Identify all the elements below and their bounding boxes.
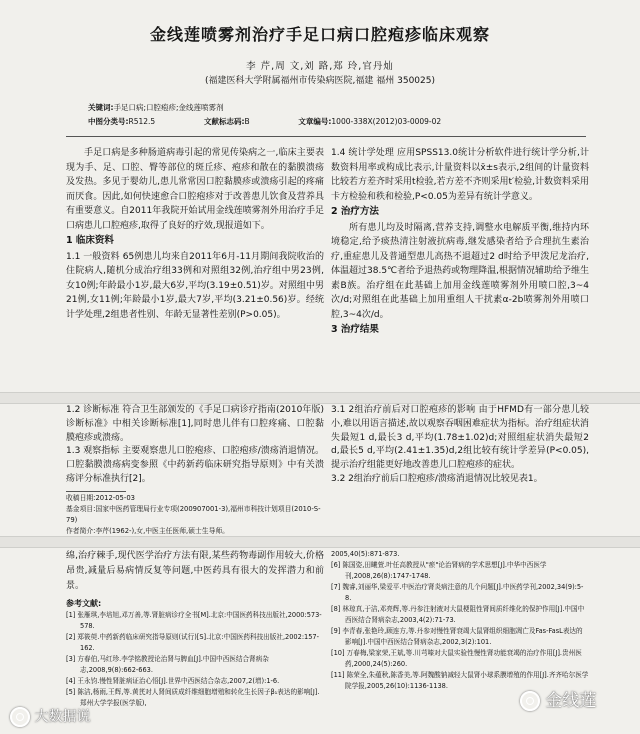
reference-item: [2] 郑筱萸.中药新药临床研究指导原则(试行)[S].北京:中国医药科技出版社,2002:157-162. — [66, 633, 320, 652]
received-date: 收稿日期:2012-05-03 — [66, 494, 135, 502]
page-tear-2 — [0, 536, 640, 548]
article-title: 金线莲喷雾剂治疗手足口病口腔疱疹临床观察 — [149, 25, 490, 44]
classification-line — [88, 116, 588, 128]
reference-item: 2005,40(5):871-873. — [331, 550, 400, 558]
author-info: 作者简介:李芹(1962-),女,中医主任医师,硕士生导师。 — [66, 527, 229, 535]
article-number-label: 文章编号: — [298, 117, 332, 126]
reference-item: [1] 张雁琪,李培旭,邓万善,等.肾脏病诊疗全书[M].北京:中国医药科技出版社,2000:573-578. — [66, 611, 322, 630]
keywords-line — [88, 102, 588, 114]
clc-label: 中图分类号: — [88, 117, 129, 126]
section-heading-2: 2 治疗方法 — [331, 206, 379, 217]
watermark-logo-icon — [520, 691, 540, 711]
reference-item: [8] 林琼真,于洁,邓亮辉,等.丹参注射液对大鼠梗阻性肾间质纤维化的保护作用[J].中国中西医结合肾病杂志,2003,4(2):71-73. — [331, 605, 585, 624]
watermark-left-text: 大数据说 — [34, 709, 91, 725]
header-rule — [66, 136, 586, 137]
section-heading-3: 3 治疗结果 — [331, 324, 379, 335]
reference-item: [9] 李青春,张艳玲,顾连方,等.丹参对慢性肾衰竭大鼠肾组织细胞凋亡及Fas-FasL表达的影响[J].中国中西医结合肾病杂志,2002,3(2):101. — [331, 627, 583, 646]
keywords-value: 手足口病;口腔疱疹;金线莲喷雾剂 — [113, 103, 224, 112]
right-column-top — [331, 146, 589, 339]
paragraph-2: 所有患儿均及时隔离,营养支持,调整水电解质平衡,维持内环境稳定,给予痰热清注射液抗病毒,继发感染者给予合理抗生素治疗,重症患儿及普通型患儿高热不退超过2 d时给予甲泼尼龙治疗,体温超过38.5℃者给予退热药或物理降温,根据情况辅助给予维生素B族。治疗组在此基础上加用金线莲喷雾剂外用喷口腔,3~4次/d;对照组在此基础上加用重组人干扰素α-2b喷雾剂外用喷口腔,3~4次/d。 — [331, 222, 590, 320]
author-list: 李 芹,周 文,刘 路,郑 玲,官丹灿 — [246, 61, 394, 72]
left-column-top — [66, 146, 324, 322]
watermark-logo-icon — [10, 707, 30, 727]
watermark-right-text: 金线莲 — [545, 691, 597, 711]
clc-value: R512.5 — [128, 117, 156, 126]
affiliation: (福建医科大学附属福州市传染病医院,福建 福州 350025) — [205, 76, 435, 86]
right-column-middle — [331, 404, 589, 487]
footnote — [66, 493, 321, 537]
reference-item: [11] 陈荣全,朱蕴秋,陈香美,等.阿魏酸钠减轻大鼠肾小球系膜增殖的作用[J].齐齐哈尔医学院学报,2005,26(10):1136-1138. — [331, 671, 589, 690]
paragraph-3-1: 3.1 2组治疗前后对口腔疱疹的影响 由于HFMD有一部分患儿较小,难以用语言描述,故以观察吞咽困难症状为指标。治疗组症状消失最短1 d,最长3 d,平均(1.78±1.02)d;对照组症状消失最短2 d,最长5 d,平均(2.41±1.35)d,2组比较有统计学差异(P<0.05),提示治疗组能更好地改善患儿口腔疱疹的症状。 — [331, 405, 589, 471]
intro-paragraph: 手足口病是多种肠道病毒引起的常见传染病之一,临床主要表现为手、足、口腔、臀等部位的斑丘疹、疱疹和散在的黏膜溃疡及发热。多见于婴幼儿,患儿常常因口腔黏膜疹或溃疡引起的疼痛而厌食。因此,如何快速愈合口腔疱疹对于改善患儿饮食及营养具有重要意义。自2011年我院开始试用金线莲喷雾剂外用治疗手足口病患儿口腔疱疹,取得了良好的疗效,现报道如下。 — [66, 148, 324, 231]
reference-item: [3] 方春伯,马红珍.李学铭教授论治肾与脾血[J].中国中西医结合肾病杂志,2008,9(8):662-663. — [66, 655, 269, 674]
reference-item: [6] 陈国姿,田曦萱.叶任高教授从"瘀"论治肾病的学术思想[J].中华中西医学刊,2008,26(8):1747-1748. — [331, 561, 547, 580]
paragraph-1-1: 1.1 一般资料 65例患儿均来自2011年6月-11月期间我院收治的住院病人,随机分成治疗组33例和对照组32例,治疗组中男23例,女10例;年龄最小1岁,最大6岁,平均(3.19±0.51)岁。对照组中男21例,女11例;年龄最小1岁,最大7岁,平均(3.21±0.56)岁。经统计学处理,2组患者性别、年龄无显著性差别(P>0.05)。 — [66, 251, 324, 320]
references-heading: 参考文献: — [66, 599, 102, 608]
page-tear-1 — [0, 392, 640, 404]
left-column-middle — [66, 404, 324, 487]
reference-item: [7] 魏睿,刘丽华,梁爱平.中医治疗肾炎病注意的几个问题[J].中医药学刊,2002,34(9):5-8. — [331, 583, 584, 602]
reference-item: [10] 万春梅,梁家荣,王斌,等.川芎嗪对大鼠实验性慢性肾功能衰竭的治疗作用[J].贵州医药,2000,24(5):260. — [331, 649, 582, 668]
section-heading-1: 1 临床资料 — [66, 235, 114, 246]
paragraph-1-4: 1.4 统计学处理 应用SPSS13.0统计分析软件进行统计学分析,计数资料用率或构成比表示,计量资料以x̄±s表示,2组间的计量资料比较若方差齐时采用t检验,若方差不齐则采用t′检验,计数资料采用卡方检验和秩和检验,P<0.05为差异有统计学意义。 — [331, 148, 589, 202]
footnote-rule — [66, 491, 126, 492]
reference-item: [5] 陈洁,杨雨,王辉,等.黄芪对人肾间质成纤维细胞增殖和转化生长因子β₁表达的影响[J].郑州大学学报(医学版), — [66, 688, 320, 707]
article-number-value: 1000-338X(2012)03-0009-02 — [331, 117, 442, 126]
reference-list-left — [66, 610, 324, 709]
keywords-label: 关键词: — [88, 103, 114, 112]
fund-info: 基金项目:国家中医药管理局行业专项(200907001-3),福州市科技计划项目(2010-S-79) — [66, 505, 321, 524]
watermark-right — [520, 686, 596, 711]
closing-paragraph: 绵,治疗棘手,现代医学治疗方法有限,某些药物毒副作用较大,价格昂贵,减量后易病情反复等问题,中医药具有很大的发挥潜力和前景。 — [66, 551, 324, 591]
doc-code-value: B — [244, 117, 250, 126]
reference-item: [4] 王永钧.慢性肾脏病证治心悟[J].世界中西医结合杂志,2007,2(增):1-6. — [66, 677, 280, 685]
paragraph-1-2: 1.2 诊断标准 符合卫生部颁发的《手足口病诊疗指南(2010年版)诊断标准》中相关诊断标准[1],同时患儿伴有口腔疼痛、口腔黏膜疱疹或溃疡。 — [66, 405, 324, 443]
doc-code-label: 文献标志码: — [203, 117, 245, 126]
paragraph-1-3: 1.3 观察指标 主要观察患儿口腔疱疹、口腔疱疹/溃疡消退情况。口腔黏膜溃疡病变参照《中药新药临床研究指导原则》中有关溃疡评分标准执行[2]。 — [66, 446, 324, 484]
left-column-bottom — [66, 549, 324, 612]
watermark-left — [10, 706, 90, 727]
paragraph-3-2: 3.2 2组治疗前后口腔疱疹/溃疡消退情况比较见表1。 — [331, 473, 543, 484]
reference-list-right — [331, 549, 589, 692]
